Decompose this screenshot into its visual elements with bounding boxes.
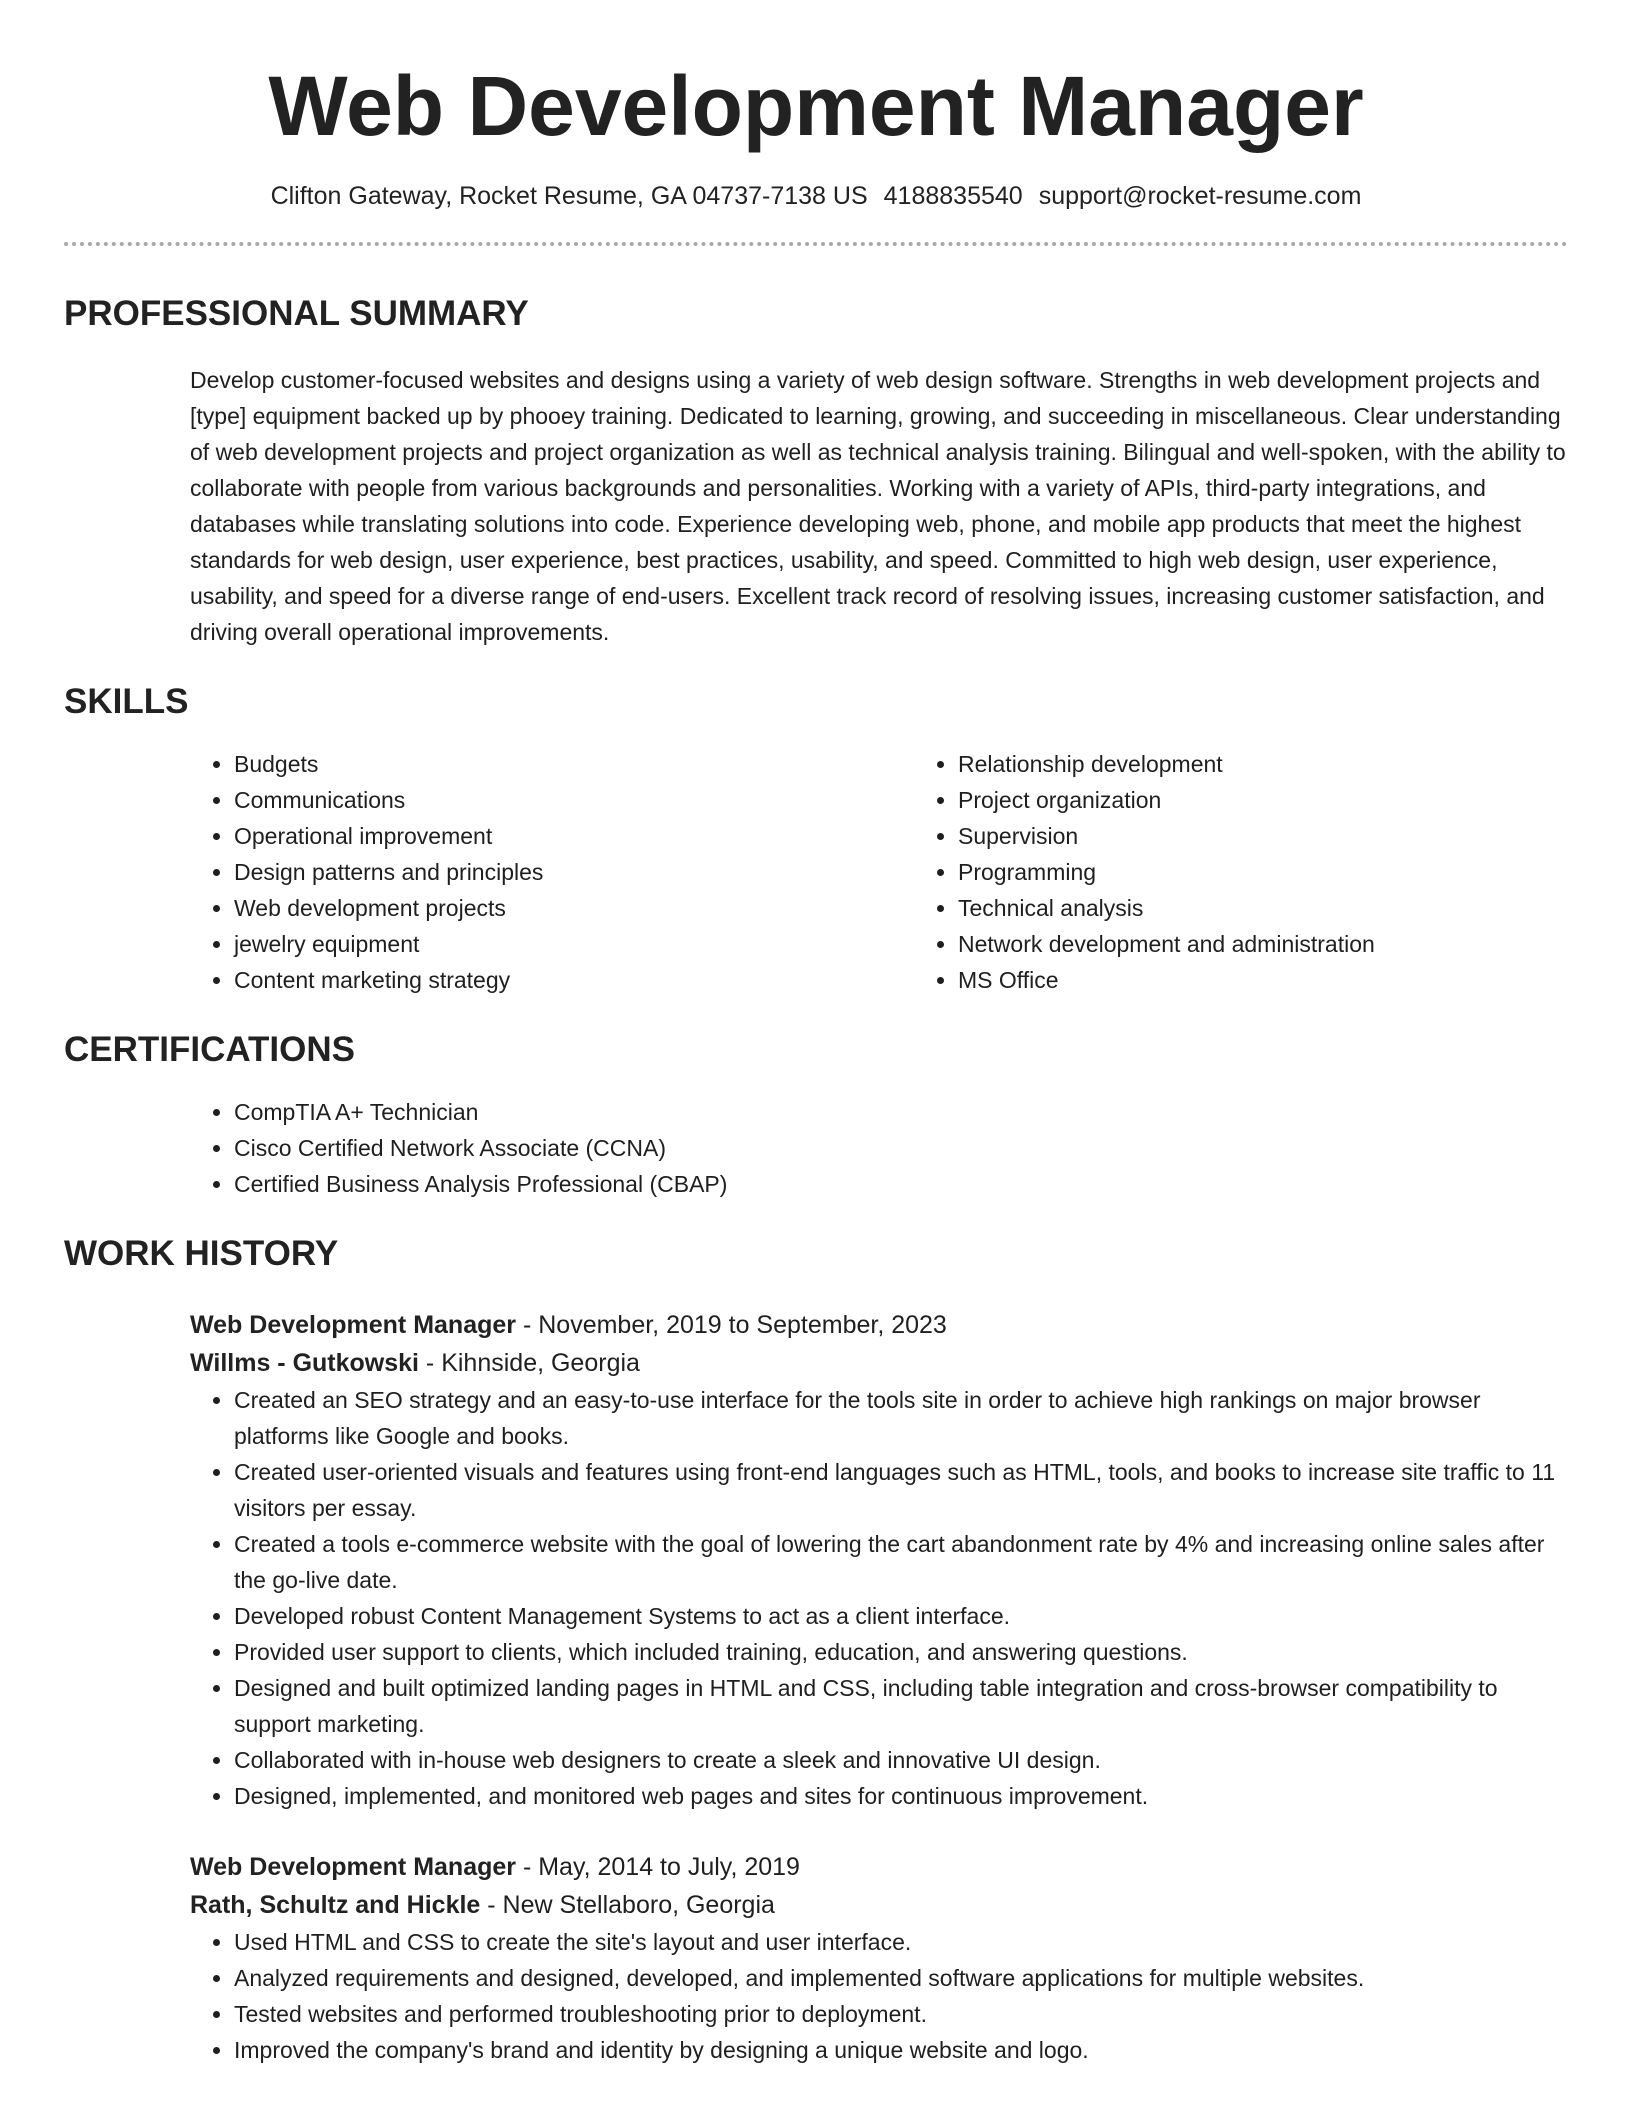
job-role: Web Development Manager — [190, 1853, 517, 1881]
job-dates: - November, 2019 to September, 2023 — [516, 1311, 947, 1339]
job-company: Rath, Schultz and Hickle — [190, 1891, 481, 1919]
contact-address: Clifton Gateway, Rocket Resume, GA 04737-7138 US — [270, 182, 868, 210]
job-bullet: • Created a tools e-commerce website with the goal of lowering the cart abandonment rate by 4% and increasing online sales after the go-live date. — [234, 1526, 1568, 1598]
summary-text: Develop customer-focused websites and designs using a variety of web design software. Strengths in web development projects and [type] equipment backed up by phooey training. Dedicated to learning, growing, and succeeding in miscellaneous. Clear understanding of web development projects and project organization as well as technical analysis training. Bilingual and well-spoken, with the ability to collaborate with people from various backgrounds and personalities. Working with a variety of APIs, third-party integrations, and databases while translating solutions into code. Experience developing web, phone, and mobile app products that meet the highest standards for web design, user experience, best practices, usability, and speed. Committed to high web design, user experience, usability, and speed for a diverse range of end-users. Excellent track record of resolving issues, increasing customer satisfaction, and driving overall operational improvements. — [190, 367, 1566, 645]
job-bullet: • Provided user support to clients, which included training, education, and answering questions. — [234, 1634, 1568, 1670]
section-title-certifications: CERTIFICATIONS — [64, 1030, 356, 1069]
job-company-line — [190, 1344, 1568, 1382]
job-bullet: • Created user-oriented visuals and features using front-end languages such as HTML, tools, and books to increase site traffic to 11 visitors per essay. — [234, 1454, 1568, 1526]
skill-item: • Content marketing strategy — [234, 962, 914, 998]
certification-item: • Cisco Certified Network Associate (CCNA) — [234, 1130, 1568, 1166]
job-entry — [190, 1848, 1568, 2068]
job-location: - New Stellaboro, Georgia — [480, 1891, 775, 1919]
contact-line — [64, 180, 1568, 212]
skills-column-left — [190, 746, 914, 998]
job-location: - Kihnside, Georgia — [418, 1349, 640, 1377]
job-bullet: • Developed robust Content Management Systems to act as a client interface. — [234, 1598, 1568, 1634]
job-company: Willms - Gutkowski — [190, 1349, 419, 1377]
skill-item: • Supervision — [958, 818, 1568, 854]
job-bullet: • Used HTML and CSS to create the site's layout and user interface. — [234, 1924, 1568, 1960]
job-bullet-list — [190, 1924, 1568, 2068]
skills-list — [190, 746, 1568, 998]
skills-column-right — [914, 746, 1568, 998]
resume-name: Web Development Manager — [268, 59, 1364, 153]
skill-item: • Technical analysis — [958, 890, 1568, 926]
skill-item: • Budgets — [234, 746, 914, 782]
skill-item: • Web development projects — [234, 890, 914, 926]
certifications-list — [190, 1094, 1568, 1202]
skill-item: • jewelry equipment — [234, 926, 914, 962]
job-role: Web Development Manager — [190, 1311, 517, 1339]
job-bullet: • Collaborated with in-house web designers to create a sleek and innovative UI design. — [234, 1742, 1568, 1778]
job-role-line — [190, 1848, 1568, 1886]
skill-item: • Design patterns and principles — [234, 854, 914, 890]
contact-email: support@rocket-resume.com — [1038, 182, 1362, 210]
skill-item: • Operational improvement — [234, 818, 914, 854]
header-divider — [64, 242, 1568, 246]
skill-item: • Relationship development — [958, 746, 1568, 782]
skill-item: • Communications — [234, 782, 914, 818]
job-bullet: • Improved the company's brand and identity by designing a unique website and logo. — [234, 2032, 1568, 2068]
job-bullet: • Created an SEO strategy and an easy-to-use interface for the tools site in order to achieve high rankings on major browser platforms like Google and books. — [234, 1382, 1568, 1454]
job-bullet: • Tested websites and performed troubleshooting prior to deployment. — [234, 1996, 1568, 2032]
job-dates: - May, 2014 to July, 2019 — [516, 1853, 800, 1881]
certification-item: • CompTIA A+ Technician — [234, 1094, 1568, 1130]
job-bullet-list — [190, 1382, 1568, 1814]
job-bullet: • Designed, implemented, and monitored web pages and sites for continuous improvement. — [234, 1778, 1568, 1814]
job-bullet: • Designed and built optimized landing pages in HTML and CSS, including table integration and cross-browser compatibility to support marketing. — [234, 1670, 1568, 1742]
job-bullet: • Analyzed requirements and designed, developed, and implemented software applications for multiple websites. — [234, 1960, 1568, 1996]
contact-phone: 4188835540 — [883, 182, 1023, 210]
job-role-line — [190, 1306, 1568, 1344]
skill-item: • MS Office — [958, 962, 1568, 998]
certification-item: • Certified Business Analysis Professional (CBAP) — [234, 1166, 1568, 1202]
job-entry — [190, 1306, 1568, 1814]
skill-item: • Programming — [958, 854, 1568, 890]
section-title-skills: SKILLS — [64, 682, 189, 721]
section-title-work-history: WORK HISTORY — [64, 1234, 339, 1273]
job-company-line — [190, 1886, 1568, 1924]
section-title-summary: PROFESSIONAL SUMMARY — [64, 294, 529, 333]
skill-item: • Project organization — [958, 782, 1568, 818]
skill-item: • Network development and administration — [958, 926, 1568, 962]
